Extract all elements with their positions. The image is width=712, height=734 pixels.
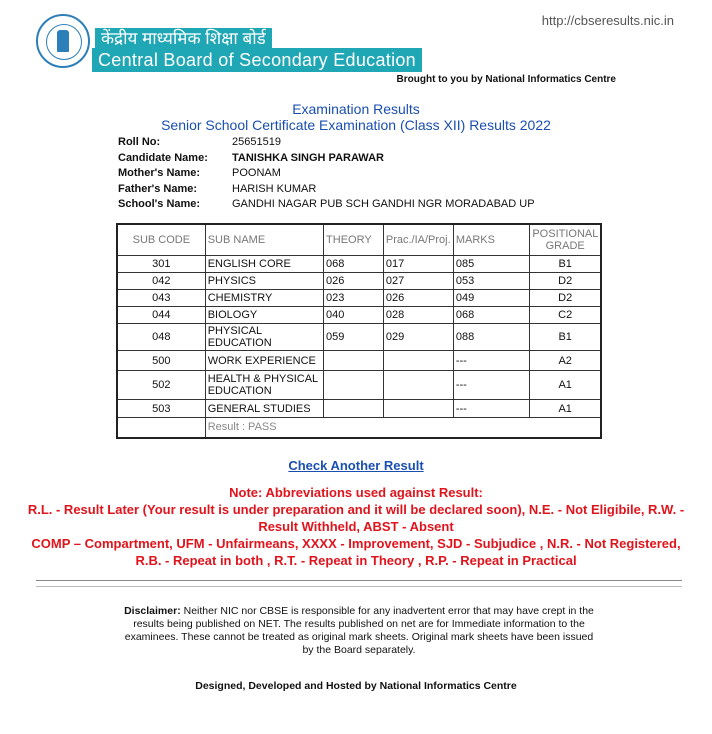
table-row (117, 307, 601, 324)
name-label: Candidate Name: (118, 151, 208, 164)
col-sub-name: SUB NAME (205, 224, 323, 256)
result-status: Result : PASS (205, 418, 601, 438)
sub-name: HEALTH & PHYSICAL EDUCATION (205, 371, 323, 400)
roll-value: 25651519 (232, 136, 281, 148)
sub-name: ENGLISH CORE (205, 256, 323, 273)
grade: A2 (530, 351, 601, 371)
exam-title: Examination Results (292, 101, 420, 117)
practical (383, 371, 453, 400)
name-value: TANISHKA SINGH PARAWAR (232, 151, 384, 164)
theory (324, 371, 384, 400)
disclaimer (118, 605, 600, 657)
theory (324, 400, 384, 418)
theory: 059 (324, 324, 384, 351)
grade: A1 (530, 400, 601, 418)
candidate-info (118, 136, 598, 214)
col-theory: THEORY (324, 224, 384, 256)
practical (383, 400, 453, 418)
school-value: GANDHI NAGAR PUB SCH GANDHI NGR MORADABAD UP (232, 198, 535, 210)
disclaimer-label: Disclaimer: (124, 605, 181, 617)
sub-code: 048 (117, 324, 205, 351)
marks: --- (453, 371, 529, 400)
cbse-logo (36, 14, 90, 68)
marks: 085 (453, 256, 529, 273)
sub-name: BIOLOGY (205, 307, 323, 324)
abbreviation-note (20, 484, 692, 569)
col-practical: Prac./IA/Proj. (383, 224, 453, 256)
sub-name: GENERAL STUDIES (205, 400, 323, 418)
note-heading: Note: Abbreviations used against Result: (229, 485, 483, 500)
disclaimer-text: Neither NIC nor CBSE is responsible for any inadvertent error that may have crept in the results being published on NET. The results published on net are for Immediate information to the examinees. These cannot be treated as original mark sheets. Original mark sheets have been issued by the Board separately. (124, 605, 594, 656)
board-title-hindi: केंद्रीय माध्यमिक शिक्षा बोर्ड (95, 28, 272, 50)
theory: 068 (324, 256, 384, 273)
sub-code: 503 (117, 400, 205, 418)
theory: 040 (324, 307, 384, 324)
school-label: School's Name: (118, 198, 201, 210)
sub-code: 044 (117, 307, 205, 324)
sub-name: WORK EXPERIENCE (205, 351, 323, 371)
divider (36, 586, 682, 587)
marks: --- (453, 351, 529, 371)
marks-table (116, 223, 602, 439)
table-row (117, 351, 601, 371)
father-label: Father's Name: (118, 182, 198, 195)
table-row (117, 256, 601, 273)
practical (383, 351, 453, 371)
father-value: HARISH KUMAR (232, 182, 317, 195)
sub-code: 042 (117, 273, 205, 290)
marks: 049 (453, 290, 529, 307)
note-line-2: COMP – Compartment, UFM - Unfairmeans, XXXX - Improvement, SJD - Subjudice , N.R. - Not Registered, R.B. - Repeat in both , R.T. - Repeat in Theory , R.P. - Repeat in Practical (31, 536, 681, 568)
mother-label: Mother's Name: (118, 167, 201, 179)
table-header-row (117, 224, 601, 256)
col-sub-code: SUB CODE (117, 224, 205, 256)
table-row (117, 290, 601, 307)
result-row (117, 418, 601, 438)
col-marks: MARKS (453, 224, 529, 256)
table-row (117, 273, 601, 290)
sub-code: 301 (117, 256, 205, 273)
grade: B1 (530, 256, 601, 273)
marks: 053 (453, 273, 529, 290)
divider (36, 580, 682, 581)
grade: A1 (530, 371, 601, 400)
col-grade: POSITIONAL GRADE (530, 224, 601, 256)
practical: 028 (383, 307, 453, 324)
table-row (117, 324, 601, 351)
note-line-1: R.L. - Result Later (Your result is under preparation and it will be declared soon), N.E. - Not Eligibile, R.W. - Result Withheld, ABST - Absent (27, 502, 685, 534)
sub-name: CHEMISTRY (205, 290, 323, 307)
grade: C2 (530, 307, 601, 324)
mother-value: POONAM (232, 167, 281, 179)
sub-code: 502 (117, 371, 205, 400)
practical: 026 (383, 290, 453, 307)
result-empty-cell (117, 418, 205, 438)
theory: 026 (324, 273, 384, 290)
emblem-icon (57, 30, 69, 52)
sub-code: 500 (117, 351, 205, 371)
theory (324, 351, 384, 371)
practical: 027 (383, 273, 453, 290)
grade: D2 (530, 273, 601, 290)
grade: B1 (530, 324, 601, 351)
marks: 088 (453, 324, 529, 351)
table-row (117, 371, 601, 400)
table-row (117, 400, 601, 418)
practical: 017 (383, 256, 453, 273)
footer-credit: Designed, Developed and Hosted by National Informatics Centre (195, 680, 517, 692)
roll-label: Roll No: (118, 136, 161, 148)
brought-by-text: Brought to you by National Informatics Centre (396, 74, 616, 85)
sub-name: PHYSICAL EDUCATION (205, 324, 323, 351)
site-url: http://cbseresults.nic.in (541, 13, 674, 28)
board-title-english: Central Board of Secondary Education (92, 48, 422, 72)
exam-subtitle: Senior School Certificate Examination (Class XII) Results 2022 (161, 117, 551, 133)
theory: 023 (324, 290, 384, 307)
sub-code: 043 (117, 290, 205, 307)
marks: --- (453, 400, 529, 418)
sub-name: PHYSICS (205, 273, 323, 290)
grade: D2 (530, 290, 601, 307)
check-another-result-link[interactable]: Check Another Result (288, 458, 424, 473)
practical: 029 (383, 324, 453, 351)
marks: 068 (453, 307, 529, 324)
